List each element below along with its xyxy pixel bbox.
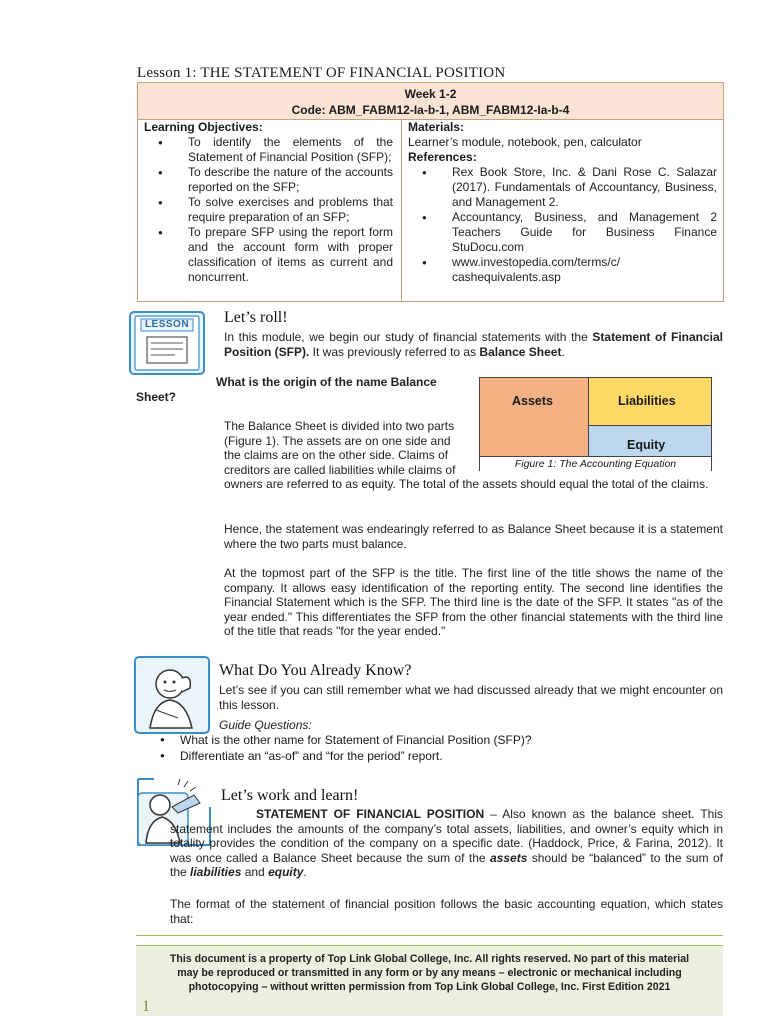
- code-label: Code: ABM_FABM12-Ia-b-1, ABM_FABM12-Ia-b-4: [291, 103, 570, 117]
- accounting-equation-figure: [479, 377, 712, 471]
- lesson-title: [137, 64, 505, 82]
- reference-item: ● Rex Book Store, Inc. & Dani Rose C. Salazar (2017). Fundamentals of Accountancy, Business, and Management 2.: [402, 165, 723, 210]
- lesson-prefix: Lesson 1:: [137, 65, 201, 81]
- guide-question-item: ● Differentiate an “as-of” and “for the period” report.: [180, 749, 443, 764]
- equity-box: [589, 426, 711, 456]
- liabilities-label: Liabilities: [618, 394, 676, 408]
- objective-item: ● To solve exercises and problems that require preparation of an SFP;: [138, 195, 401, 225]
- assets-label: Assets: [512, 394, 553, 408]
- origin-question: What is the origin of the name Balance: [216, 375, 437, 389]
- references-list: [402, 165, 723, 285]
- copyright-line: photocopying – without written permission from Top Link Global College, Inc. First Edition 2021: [188, 981, 671, 993]
- format-paragraph: The format of the statement of financial position follows the basic accounting equation, which states that:: [170, 897, 723, 926]
- copyright-footer: [136, 945, 723, 1016]
- copyright-line: may be reproduced or transmitted in any form or by any means – electronic or mechanical including: [177, 967, 682, 979]
- copyright-line: This document is a property of Top Link Global College, Inc. All rights reserved. No part of this material: [169, 953, 690, 965]
- reference-item: ● Accountancy, Business, and Management 2 Teachers Guide for Business Finance StuDocu.com: [402, 210, 723, 255]
- balance-sheet-para-1: The Balance Sheet is divided into two parts (Figure 1). The assets are on one side and the claims are on the other side. Claims of creditors are called liabilities while claims of: [224, 419, 456, 477]
- guide-questions-label: Guide Questions:: [219, 718, 312, 732]
- figure-caption: Figure 1: The Accounting Equation: [480, 456, 711, 471]
- objective-item: ● To describe the nature of the accounts reported on the SFP;: [138, 165, 401, 195]
- objectives-column: [138, 120, 402, 301]
- footer-divider: [136, 935, 723, 936]
- objectives-heading: Learning Objectives:: [144, 120, 263, 134]
- lesson-icon-label: LESSON: [144, 319, 190, 330]
- already-know-heading: What Do You Already Know?: [219, 662, 412, 679]
- balance-sheet-para-2: Hence, the statement was endearingly referred to as Balance Sheet because it is a statement where the two parts must balance.: [224, 522, 723, 551]
- balance-sheet-para-1-cont: owners are referred to as equity. The total of the assets should equal the total of the claims.: [224, 477, 709, 491]
- table-header: [138, 83, 723, 120]
- already-know-intro: Let’s see if you can still remember what we had discussed already that we might encounter on this lesson.: [219, 683, 723, 712]
- lesson-icon: [129, 311, 205, 375]
- page-number: 1: [142, 998, 150, 1015]
- lets-roll-heading: Let’s roll!: [224, 309, 288, 326]
- work-learn-heading: Let’s work and learn!: [221, 787, 359, 804]
- lesson-title-text: THE STATEMENT OF FINANCIAL POSITION: [200, 65, 506, 81]
- objectives-list: [138, 135, 401, 285]
- guide-question-item: ● What is the other name for Statement of Financial Position (SFP)?: [180, 733, 532, 748]
- balance-sheet-para-3: At the topmost part of the SFP is the title. The first line of the title shows the name of the company. It allows easy identification of the reporting entity. The second line identifies the Financial Statement which is the SFP. The third line is the date of the SFP. It states "as of the year ended." This differentiates the SFP from the other financial statements with the third line of the title that reads "for the year ended.": [224, 566, 723, 638]
- origin-question-cont: Sheet?: [136, 390, 177, 404]
- objective-item: ● To prepare SFP using the report form and the account form with proper classification of items as current and noncurrent.: [138, 225, 401, 285]
- materials-column: [402, 120, 723, 301]
- references-heading: References:: [408, 150, 477, 164]
- week-label: Week 1-2: [404, 87, 457, 101]
- equity-label: Equity: [627, 438, 666, 452]
- materials-heading: Materials:: [408, 120, 465, 134]
- lesson-info-table: [137, 82, 724, 302]
- materials-text: Learner’s module, notebook, pen, calculator: [408, 135, 642, 149]
- reference-item: ● www.investopedia.com/terms/c/ cashequivalents.asp: [402, 255, 723, 285]
- sfp-definition: STATEMENT OF FINANCIAL POSITION – Also known as the balance sheet. This statement includes the amounts of the company’s total assets, liabilities, and owner’s equity which in totality provides the condition of the company on a specific date. (Haddock, Price, & Farina, 2012). It was once called a Balance Sheet because the sum of the assets should be “balanced” to the sum of the liabilities and equity.: [170, 807, 724, 879]
- objective-item: ● To identify the elements of the Statement of Financial Position (SFP);: [138, 135, 401, 165]
- thinking-person-icon: [134, 656, 210, 734]
- liabilities-box: [589, 378, 711, 426]
- assets-box: [480, 378, 589, 456]
- lets-roll-intro: In this module, we begin our study of financial statements with the Statement of Financial Position (SFP). It was previously referred to as Balance Sheet.: [224, 330, 723, 359]
